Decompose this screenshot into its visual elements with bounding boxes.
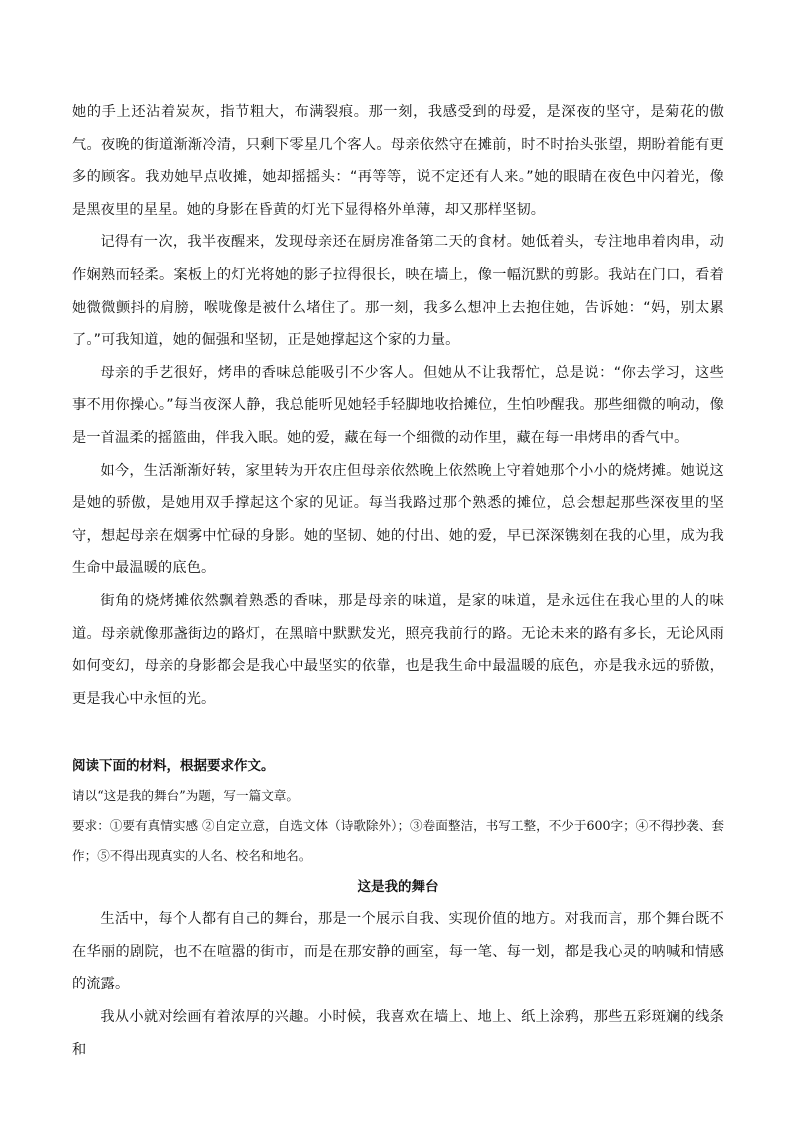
section-gap xyxy=(72,715,724,751)
essay1-paragraph-1: 她的手上还沾着炭灰，指节粗大，布满裂痕。那一刻，我感受到的母爱，是深夜的坚守，是菊花的傲气。夜晚的街道渐渐冷清，只剩下零星几个客人。母亲依然守在摊前，时不时抬头张望，期盼着能有更多的顾客。我劝她早点收摊，她却摇摇头：“再等等，说不定还有人来。”她的眼睛在夜色中闪着光，像是黑夜里的星星。她的身影在昏黄的灯光下显得格外单薄，却又那样坚韧。 xyxy=(72,104,724,218)
essay2-paragraph-1: 生活中，每个人都有自己的舞台，那是一个展示自我、实现价值的地方。对我而言，那个舞台既不在华丽的剧院，也不在喧嚣的街市，而是在那安静的画室，每一笔、每一划，都是我心灵的呐喊和情感的流露。 xyxy=(72,911,724,993)
document-page xyxy=(72,96,724,1066)
essay1-paragraph-3: 母亲的手艺很好，烤串的香味总能吸引不少客人。但她从不让我帮忙，总是说：“你去学习，这些事不用你操心。”每当夜深人静，我总能听见她轻手轻脚地收拾摊位，生怕吵醒我。那些细微的响动，像是一首温柔的摇篮曲，伴我入眠。她的爱，藏在每一个细微的动作里，藏在每一串烤串的香气中。 xyxy=(72,364,724,446)
prompt-heading: 阅读下面的材料，根据要求作文。 xyxy=(72,758,275,775)
prompt-instruction: 请以“这是我的舞台”为题，写一篇文章。 xyxy=(72,788,299,804)
essay1-paragraph-5: 街角的烧烤摊依然飘着熟悉的香味，那是母亲的味道，是家的味道，是永远住在我心里的人的味道。母亲就像那盏街边的路灯，在黑暗中默默发光，照亮我前行的路。无论未来的路有多长，无论风雨如何变幻，母亲的身影都会是我心中最坚实的依靠，也是我生命中最温暖的底色，亦是我永远的骄傲，更是我心中永恒的光。 xyxy=(72,592,724,707)
essay1-paragraph-4: 如今，生活渐渐好转，家里转为开农庄但母亲依然晚上依然晚上守着她那个小小的烧烤摊。她说这是她的骄傲，是她用双手撑起这个家的见证。每当我路过那个熟悉的摊位，总会想起那些深夜里的坚守，想起母亲在烟雾中忙碌的身影。她的坚韧、她的付出、她的爱，早已深深镌刻在我的心里，成为我生命中最温暖的底色。 xyxy=(72,462,724,577)
essay1-paragraph-2: 记得有一次，我半夜醒来，发现母亲还在厨房准备第二天的食材。她低着头，专注地串着肉串，动作娴熟而轻柔。案板上的灯光将她的影子拉得很长，映在墙上，像一幅沉默的剪影。我站在门口，看着她微微颤抖的肩膀，喉咙像是被什么堵住了。那一刻，我多么想冲上去抱住她，告诉她：“妈，别太累了。”可我知道，她的倔强和坚韧，正是她撑起这个家的力量。 xyxy=(72,234,724,349)
prompt-requirements: 要求：①要有真情实感 ②自定立意，自选文体（诗歌除外）；③卷面整洁，书写工整，不少于600字；④不得抄袭、套作；⑤不得出现真实的人名、校名和地名。 xyxy=(72,818,724,864)
essay2-paragraph-2: 我从小就对绘画有着浓厚的兴趣。小时候，我喜欢在墙上、地上、纸上涂鸦，那些五彩斑斓的线条和 xyxy=(72,1009,724,1058)
essay2-title: 这是我的舞台 xyxy=(357,879,439,896)
